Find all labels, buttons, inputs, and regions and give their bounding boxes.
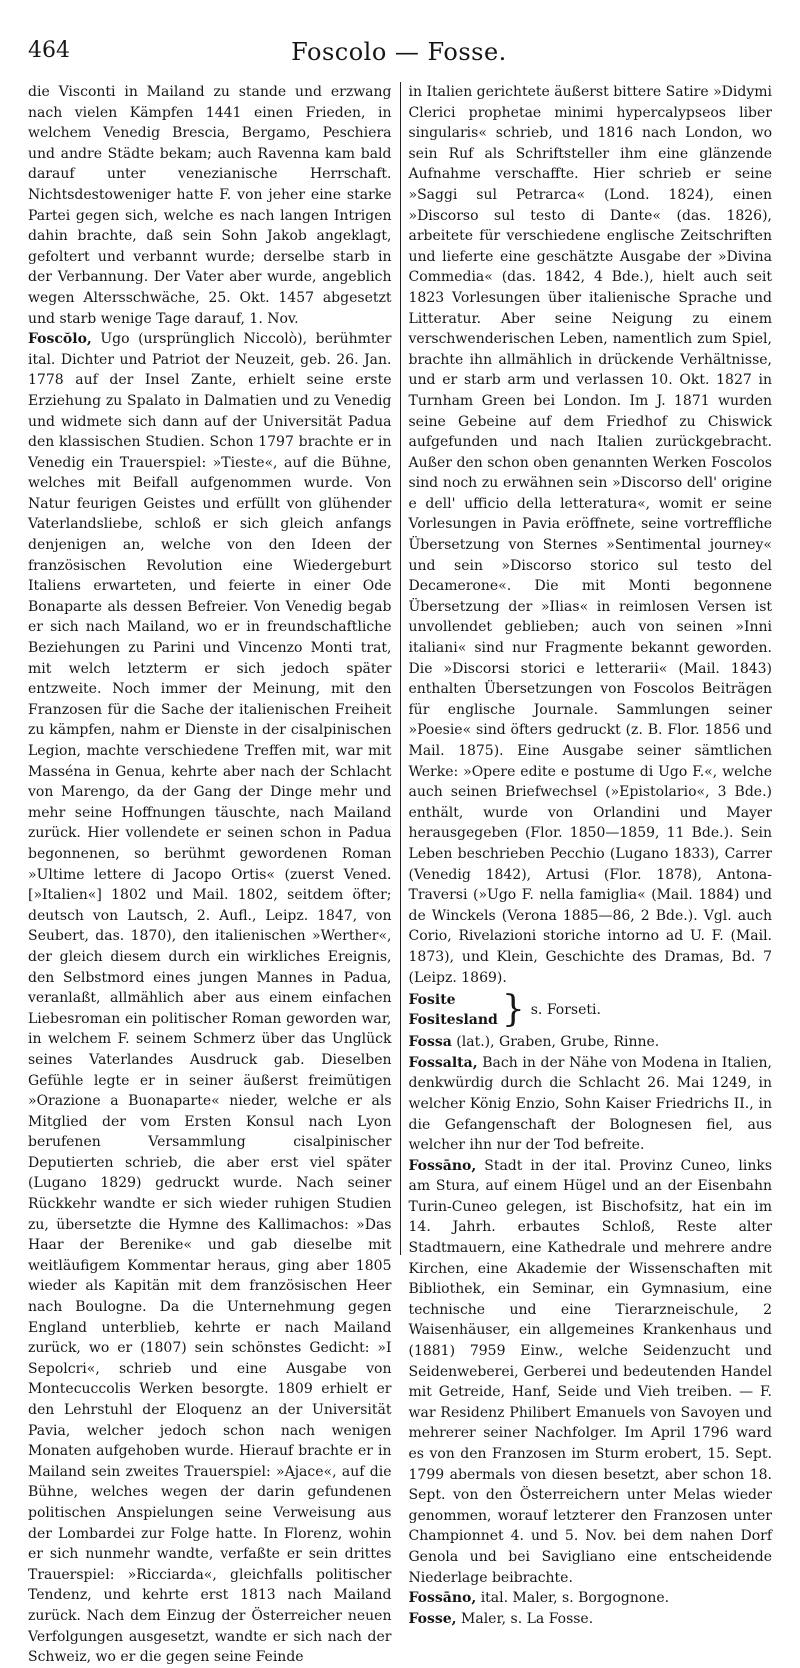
right-column [401, 82, 773, 1627]
entry-fossalta [409, 1053, 773, 1156]
cross-reference: s. Forseti. [530, 1002, 601, 1019]
entry-text: Ugo (ursprünglich Niccolò), berühmter ital. Dichter und Patriot der Neuzeit, geb. 26. Jan. 1778 auf der Insel Zante, erhielt seine erste Erziehung zu Spalato in Dalmatien und zu Venedig und widmete sich dann auf der Universität Padua den klassischen Studien. Schon 1797 brachte er in Venedig ein Trauerspiel: »Tieste«, auf die Bühne, welches mit Beifall aufgenommen wurde. Von Natur feurigen Geistes und erfüllt von glühender Vaterlandsliebe, schloß er sich gleich anfangs denjenigen an, welche von den Ideen der französischen Revolution eine Wiedergeburt Italiens erwarteten, und feierte in einer Ode Bonaparte als dessen Befreier. Von Venedig begab er sich nach Mailand, wo er in freundschaftliche Beziehungen zu Parini und Vincenzo Monti trat, mit welch letzterm er sich jedoch später entzweite. Noch immer der Meinung, mit den Franzosen für die Sache der italienischen Freiheit zu kämpfen, nahm er Dienste in der cisalpinischen Legion, machte verschiedene Treffen mit, war mit Masséna in Genua, kehrte aber nach der Schlacht von Marengo, da der Gang der Dinge mehr und mehr seine Hoffnungen täuschte, nach Mailand zurück. Hier vollendete er seinen schon in Padua begonnenen, so berühmt gewordenen Roman »Ultime lettere di Jacopo Ortis« (zuerst Vened. [»Italien«] 1802 und Mail. 1802, seitdem öfter; deutsch von Lautsch, 2. Aufl., Leipz. 1847, von Seubert, das. 1870), den italienischen »Werther«, der gleich diesem durch ein wirkliches Ereignis, den Selbstmord eines jungen Mannes in Padua, veranlaßt, allmählich aber aus einem einfachen Liebesroman ein politischer Roman geworden war, in welchem F. seinem Schmerz über das Unglück seines Vaterlandes Ausdruck gab. Dieselben Gefühle legte er in seiner äußerst freimütigen »Orazione a Buonaparte« nieder, welche er als Mitglied der vom Ersten Konsul nach Lyon berufenen Versammlung cisalpinischer Deputierten schrieb, die aber erst viel später (Lugano 1829) gedruckt wurde. Nach seiner Rückkehr wandte er sich wieder ruhigen Studien zu, übersetzte die Hymne des Kallimachos: »Das Haar der Berenike« und gab dieselbe mit weitläufigem Kommentar heraus, ging aber 1805 wieder als Kapitän mit dem französischen Heer nach Boulogne. Da die Unternehmung gegen England unterblieb, kehrte er nach Mailand zurück, wo er (1807) sein schönstes Gedicht: »I Sepolcri«, schrieb und eine Ausgabe von Montecuccolis Werken besorgte. 1809 erhielt er den Lehrstuhl der Eloquenz an der Universität Pavia, welcher jedoch schon nach wenigen Monaten aufgehoben wurde. Hierauf brachte er in Mailand sein zweites Trauerspiel: »Ajace«, auf die Bühne, welches wegen der darin gefundenen politischen Anspielungen seine Verweisung aus der Lombardei zur Folge hatte. In Florenz, wohin er sich nunmehr wandte, verfaßte er sein drittes Trauerspiel: »Ricciarda«, gleichfalls politischer Tendenz, und kehrte erst 1813 nach Mailand zurück. Nach dem Einzug der Österreicher neuen Verfolgungen ausgesetzt, wandte er sich nach der Schweiz, wo er die gegen seine Feinde [28, 331, 392, 1666]
entry-fosse [409, 1609, 773, 1630]
headword: Fositesland [408, 1012, 498, 1029]
entry-text: Bach in der Nähe von Modena in Italien, denkwürdig durch die Schlacht 26. Mai 1249, in welcher König Enzio, Sohn Kaiser Friedrichs II., in die Gefangenschaft der Bolognesen fiel, aus welcher ihn nur der Tod befreite. [408, 1054, 772, 1154]
brace-glyph: } [501, 989, 525, 1031]
page-number: 464 [28, 38, 70, 63]
entry-continuation: die Visconti in Mailand zu stande und erzwang nach vielen Kämpfen 1441 einen Frieden, in welchem Venedig Brescia, Bergamo, Peschiera und andre Städte bekam; auch Ravenna kam bald darauf unter venezianische Herrschaft. Nichtsdestoweniger hatte F. von jeher eine starke Partei gegen sich, welche es nach langen Intrigen dahin brachte, daß sein Sohn Jakob angeklagt, gefoltert und verbannt wurde; derselbe starb in der Verbannung. Der Vater aber wurde, angeblich wegen Altersschwäche, 25. Okt. 1457 abgesetzt und starb wenige Tage darauf, 1. Nov. [28, 84, 392, 327]
page-title: Foscolo — Fosse. [291, 38, 507, 66]
entry-fossano-city [409, 1156, 773, 1588]
headword: Fosse, [408, 1610, 457, 1627]
headword: Foscŏlo, [28, 331, 92, 348]
left-column [28, 82, 400, 1666]
entry-fossano-painter [409, 1588, 773, 1609]
entry-text: (lat.), Graben, Grube, Rinne. [451, 1034, 660, 1051]
entry-text: ital. Maler, s. Borgognone. [476, 1590, 670, 1607]
headword: Fosite [408, 992, 456, 1009]
entry-text: Maler, s. La Fosse. [456, 1610, 594, 1627]
entry-fosite-group [409, 990, 773, 1030]
headword: Fossāno, [408, 1157, 477, 1174]
headword: Fossa [408, 1034, 452, 1051]
text-columns [28, 82, 772, 1666]
running-head [28, 38, 770, 68]
entry-fossa [409, 1032, 773, 1053]
entry-foscolo [28, 329, 392, 1668]
headword: Fossalta, [408, 1054, 478, 1071]
bracket-headwords [409, 990, 498, 1030]
headword: Fossāno, [408, 1590, 477, 1607]
entry-continuation: in Italien gerichtete äußerst bittere Satire »Didymi Clerici prophetae minimi hypercalypseos liber singularis« schrieb, und 1816 nach London, wo sein Ruf als Schriftsteller ihm eine glänzende Aufnahme verschaffte. Hier schrieb er seine »Saggi sul Petrarca« (Lond. 1824), einen »Discorso sul testo di Dante« (das. 1826), arbeitete für verschiedene englische Zeitschriften und lieferte eine geschätzte Ausgabe der »Divina Commedia« (das. 1842, 4 Bde.), hielt auch seit 1823 Vorlesungen über italienische Sprache und Litteratur. Aber seine Neigung zu einem verschwenderischen Leben, namentlich zum Spiel, brachte ihn allmählich in drückende Verhältnisse, und er starb arm und verlassen 10. Okt. 1827 in Turnham Green bei London. Im J. 1871 wurden seine Gebeine auf dem Friedhof zu Chiswick aufgefunden und nach Italien zurückgebracht. Außer den schon oben genannten Werken Foscolos sind noch zu erwähnen sein »Discorso dell' origine e dell' ufficio della letteratura«, womit er seine Vorlesungen in Pavia eröffnete, seine vortreffliche Übersetzung von Sternes »Sentimental journey« und sein »Discorso storico sul testo del Decamerone«. Die mit Monti begonnene Übersetzung der »Ilias« in reimlosen Versen ist unvollendet geblieben; auch von seinen »Inni italiani« sind nur Fragmente bekannt geworden. Die »Discorsi storici e letterarii« (Mail. 1843) enthalten Übersetzungen von Foscolos Beiträgen für englische Journale. Sammlungen seiner »Poesie« sind öfters gedruckt (z. B. Flor. 1856 und Mail. 1875). Eine Ausgabe seiner sämtlichen Werke: »Opere edite e postume di Ugo F.«, welche auch seinen Briefwechsel (»Epistolario«, 3 Bde.) enthält, wurde von Orlandini und Mayer herausgegeben (Flor. 1850—1859, 11 Bde.). Sein Leben beschrieben Pecchio (Lugano 1833), Carrer (Venedig 1842), Artusi (Flor. 1878), Antona-Traversi (»Ugo F. nella famiglia« (Mail. 1884) und de Winckels (Verona 1885—86, 2 Bde.). Vgl. auch Corio, Rivelazioni storiche intorno ad U. F. (Mail. 1873), und Klein, Geschichte des Dramas, Bd. 7 (Leipz. 1869). [408, 84, 772, 986]
entry-text: Stadt in der ital. Provinz Cuneo, links am Stura, auf einem Hügel und an der Eisenbahn Turin-Cuneo gelegen, ist Bischofsitz, hat ein im 14. Jahrh. erbautes Schloß, Reste alter Stadtmauern, eine Kathedrale und mehrere andre Kirchen, eine Akademie der Wissenschaften mit Bibliothek, ein Seminar, ein Gymnasium, eine technische und eine Tierarzneischule, 2 Waisenhäuser, ein allgemeines Krankenhaus und (1881) 7959 Einw., welche Seidenzucht und Seidenweberei, Gerberei und bedeutenden Handel mit Getreide, Hanf, Seide und Vieh treiben. — F. war Residenz Philibert Emanuels von Savoyen und mehrerer seiner Nachfolger. Im April 1796 ward es von den Franzosen im Sturm erobert, 15. Sept. 1799 abermals von diesen besetzt, aber schon 18. Sept. von den Österreichern unter Melas wieder genommen, worauf letzterer den Franzosen unter Championnet 4. und 5. Nov. bei dem nahen Dorf Genola und bei Savigliano eine entscheidende Niederlage beibrachte. [408, 1157, 772, 1586]
